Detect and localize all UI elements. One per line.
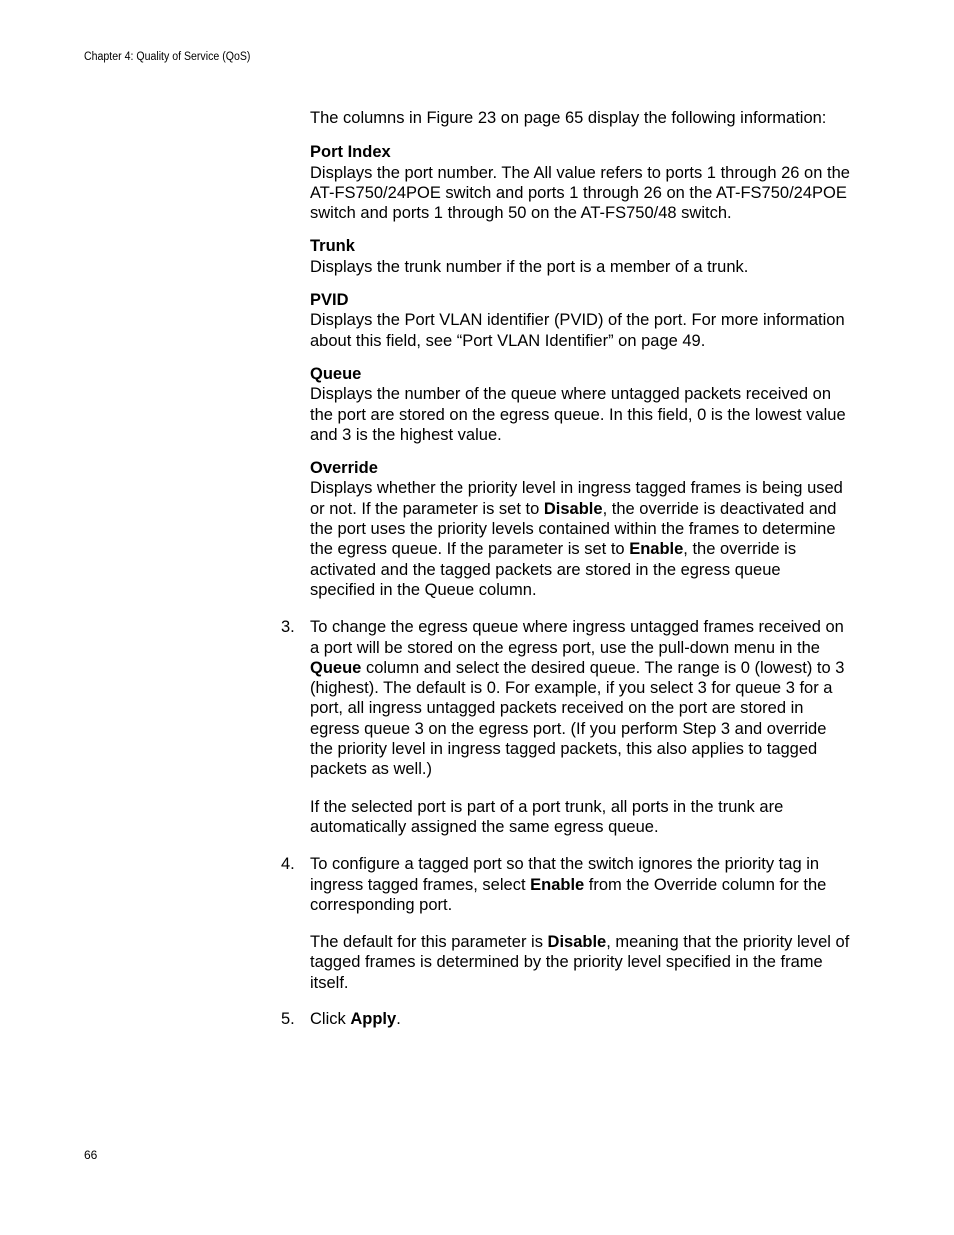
definition-port-index bbox=[310, 142, 850, 223]
definition-override bbox=[310, 458, 850, 600]
definition-text: Displays the port number. The All value refers to ports 1 through 26 on the AT-FS750/24POE switch and ports 1 through 26 on the AT-FS750/24POE switch and ports 1 through 50 on the AT-FS750/48 switch. bbox=[310, 163, 850, 223]
definition-text: Displays whether the priority level in ingress tagged frames is being used or not. If the parameter is set to Disable, the override is deactivated and the port uses the priority levels contained within the frames to determine the egress queue. If the parameter is set to Enable, the override is activated and the tagged packets are stored in the egress queue specified in the Queue column. bbox=[310, 479, 843, 599]
definition-pvid bbox=[310, 290, 850, 351]
step-number: 5. bbox=[281, 1009, 295, 1028]
step-text: Click Apply. bbox=[310, 1009, 401, 1028]
definition-text: Displays the Port VLAN identifier (PVID) of the port. For more information about this field, see “Port VLAN Identifier” on page 49. bbox=[310, 311, 845, 350]
step-text: To change the egress queue where ingress untagged frames received on a port will be stored on the egress port, use the pull-down menu in the Queue column and select the desired queue. The range is 0 (lowest) to 3 (highest). The default is 0. For example, if you select 3 for queue 3 for a port, all ingress untagged packets received on the port are stored in egress queue 3 on the egress port. (If you perform Step 3 and override the priority level in ingress tagged packets, this also applies to tagged packets as well.) bbox=[310, 618, 845, 779]
step-number: 4. bbox=[281, 855, 295, 874]
step-note: If the selected port is part of a port trunk, all ports in the trunk are automatically assigned the same egress queue. bbox=[310, 797, 784, 836]
step-4 bbox=[281, 854, 850, 993]
intro-paragraph: The columns in Figure 23 on page 65 display the following information: bbox=[310, 109, 827, 127]
definition-term: Override bbox=[310, 459, 378, 478]
definition-text: Displays the trunk number if the port is a member of a trunk. bbox=[310, 257, 749, 276]
running-header: Chapter 4: Quality of Service (QoS) bbox=[84, 51, 251, 63]
page-number: 66 bbox=[84, 1148, 98, 1162]
step-3 bbox=[281, 617, 850, 837]
step-number: 3. bbox=[281, 618, 295, 637]
definition-term: Port Index bbox=[310, 143, 391, 162]
definition-trunk bbox=[310, 236, 850, 277]
step-note: The default for this parameter is Disable, meaning that the priority level of tagged frames is determined by the priority level specified in the frame itself. bbox=[310, 933, 850, 992]
definition-term: PVID bbox=[310, 291, 349, 310]
definition-term: Queue bbox=[310, 364, 362, 383]
definition-term: Trunk bbox=[310, 237, 355, 256]
step-5 bbox=[281, 1009, 850, 1029]
page-content bbox=[281, 108, 850, 1029]
definition-queue bbox=[310, 364, 850, 445]
definition-text: Displays the number of the queue where untagged packets received on the port are stored on the egress queue. In this field, 0 is the lowest value and 3 is the highest value. bbox=[310, 385, 846, 444]
step-text: To configure a tagged port so that the switch ignores the priority tag in ingress tagged frames, select Enable from the Override column for the corresponding port. bbox=[310, 855, 827, 914]
